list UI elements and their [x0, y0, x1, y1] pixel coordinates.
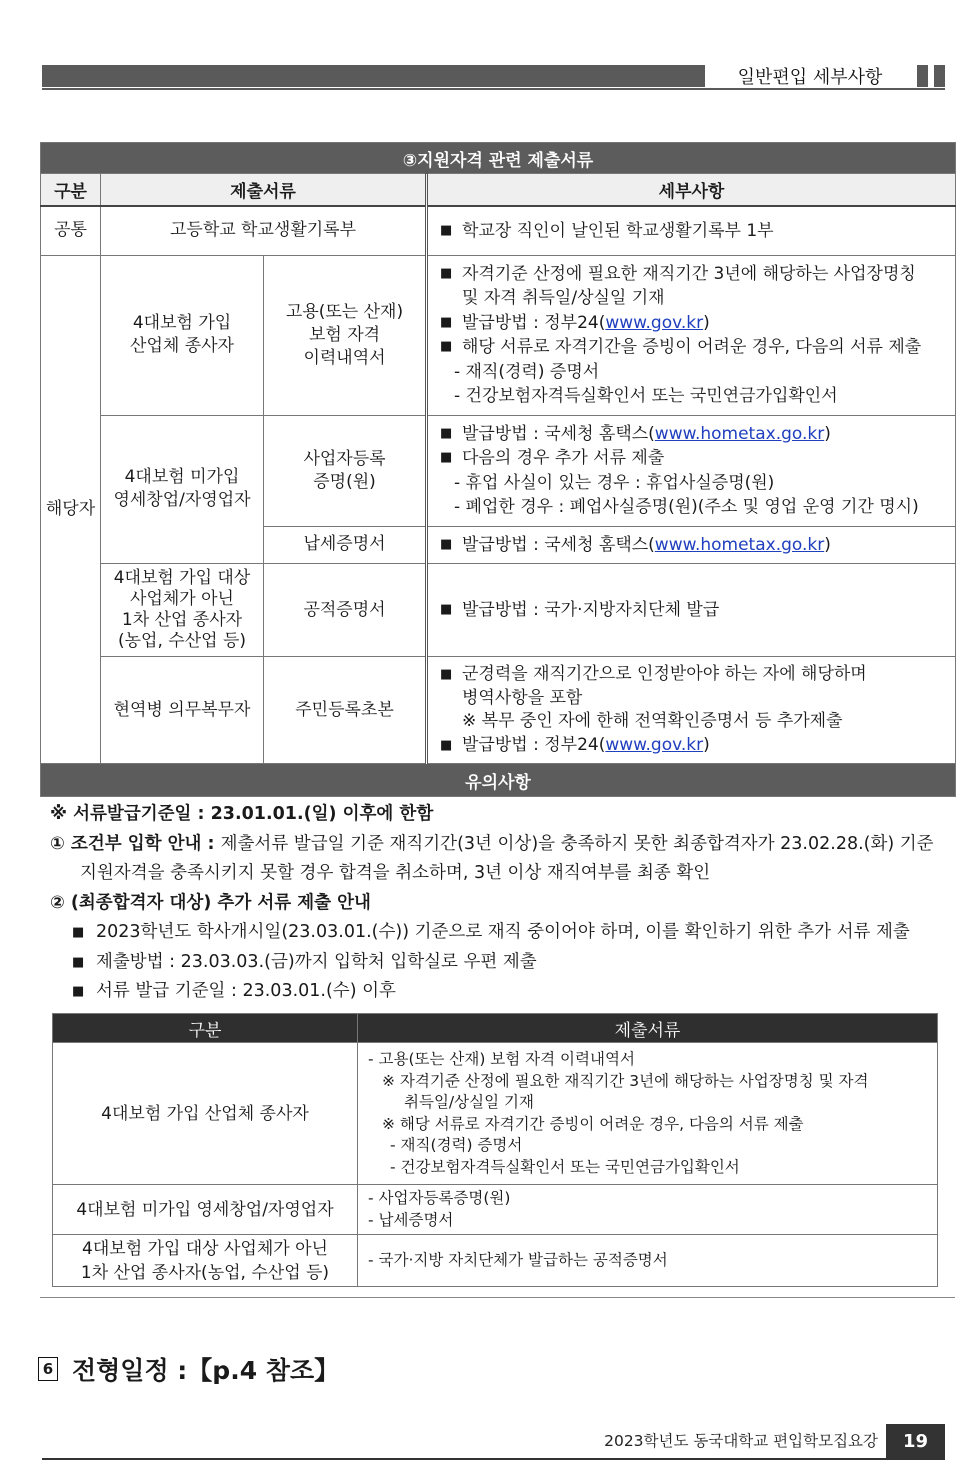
header-bar [42, 65, 705, 87]
footer-title: 2023학년도 동국대학교 편입학모집요강 [604, 1432, 878, 1450]
col-header-details: 세부사항 [427, 174, 956, 207]
type-insured-worker: 4대보험 가입 산업체 종사자 [101, 255, 264, 415]
doc-insurance-history: 고용(또는 산재) 보험 자격 이력내역서 [264, 255, 427, 415]
doc-resident-abstract: 주민등록초본 [264, 657, 427, 764]
documents-table [40, 142, 956, 797]
gov-link[interactable]: www.gov.kr [605, 734, 704, 755]
footer-rule [42, 1458, 945, 1460]
sub-col-header-documents: 제출서류 [358, 1014, 938, 1043]
page-number: 19 [886, 1424, 945, 1458]
bullet-icon: ■ [440, 667, 453, 682]
bullet-icon: ■ [72, 925, 85, 940]
bullet-icon: ■ [440, 222, 453, 238]
notes-conditional-admission: ① 조건부 입학 안내 : 제출서류 발급일 기준 재직기간(3년 이상)을 충족하지 못한 최종합격자가 23.02.28.(화) 기준 [50, 833, 934, 854]
detail-common: ■ 학교장 직인이 날인된 학교생활기록부 1부 [427, 206, 956, 255]
type-uninsured-selfemployed: 4대보험 미가입 영세창업/자영업자 [101, 415, 264, 564]
doc-business-registration: 사업자등록 증명(원) [264, 415, 427, 526]
notes-additional-docs: ② (최종합격자 대상) 추가 서류 제출 안내 [50, 892, 371, 913]
sub-col-header-category: 구분 [53, 1014, 358, 1043]
sub-type-insured-worker: 4대보험 가입 산업체 종사자 [53, 1043, 358, 1185]
section-title: 일반편입 세부사항 [737, 67, 883, 88]
bullet-icon: ■ [440, 737, 453, 753]
type-primary-industry: 4대보험 가입 대상 사업체가 아닌 1차 산업 종사자 (농업, 수산업 등) [101, 564, 264, 657]
sub-docs-uninsured-selfemployed: - 사업자등록증명(원) - 납세증명서 [358, 1185, 938, 1235]
header-rule [42, 88, 945, 90]
sub-type-primary-industry: 4대보험 가입 대상 사업체가 아닌 1차 산업 종사자(농업, 수산업 등) [53, 1235, 358, 1287]
bullet-icon: ■ [72, 954, 85, 970]
section-divider [40, 1297, 955, 1298]
notes-section [50, 800, 955, 1007]
list-item: ■ 제출방법 : 23.03.03.(금)까지 입학처 입학실로 우편 제출 [50, 948, 955, 978]
col-header-documents: 제출서류 [101, 174, 427, 207]
hometax-link[interactable]: www.hometax.go.kr [654, 534, 825, 555]
bullet-icon: ■ [440, 601, 453, 617]
gov-link[interactable]: www.gov.kr [605, 312, 704, 333]
detail-insured-worker: ■ 자격기준 산정에 필요한 재직기간 3년에 해당하는 사업장명칭 및 자격 취득일/상실일 기재 ■ 발급방법 : 정부24(www.gov.kr) ■ 해당 서류로 자격기간을 증빙이 어려운 경우, 다음의 서류 제출 - 재직(경력) 증명서 - 건강보험자격득실확인서 또는 국민연금가입확인서 [427, 255, 956, 415]
document-common: 고등학교 학교생활기록부 [101, 206, 427, 255]
hometax-link[interactable]: www.hometax.go.kr [654, 423, 825, 444]
detail-uninsured-selfemployed: ■ 발급방법 : 국세청 홈택스(www.hometax.go.kr) ■ 다음의 경우 추가 서류 제출 - 휴업 사실이 있는 경우 : 휴업사실증명(원) - 폐업한 경우 : 폐업사실증명(원)(주소 및 영업 운영 기간 명시) [427, 415, 956, 526]
bullet-icon: ■ [440, 265, 453, 281]
notes-conditional-admission-cont: 지원자격을 충족시키지 못할 경우 합격을 취소하며, 3년 이상 재직여부를 최종 확인 [80, 863, 711, 883]
list-item: ■ 2023학년도 학사개시일(23.03.01.(수)) 기준으로 재직 중이어야 하며, 이를 확인하기 위한 추가 서류 제출 [50, 918, 955, 948]
bullet-icon: ■ [440, 536, 453, 552]
detail-tax-certificate: ■ 발급방법 : 국세청 홈택스(www.hometax.go.kr) [427, 526, 956, 564]
doc-tax-certificate: 납세증명서 [264, 526, 427, 564]
header-marker [917, 65, 928, 87]
type-active-soldier: 현역병 의무복무자 [101, 657, 264, 764]
section-number-badge: 6 [38, 1357, 58, 1381]
schedule-heading [38, 1351, 339, 1387]
sub-docs-insured-worker: - 고용(또는 산재) 보험 자격 이력내역서 ※ 자격기준 산정에 필요한 재직기간 3년에 해당하는 사업장명칭 및 자격 취득일/상실일 기재 ※ 해당 서류로 자격기간 증빙이 어려운 경우, 다음의 서류 제출 - 재직(경력) 증명서 - 건강보험자격득실확인서 또는 국민연금가입확인서 [358, 1043, 938, 1185]
doc-public-certificate: 공적증명서 [264, 564, 427, 657]
bullet-icon: ■ [440, 425, 453, 441]
detail-primary-industry: ■ 발급방법 : 국가·지방자치단체 발급 [427, 564, 956, 657]
list-item: ■ 서류 발급 기준일 : 23.03.01.(수) 이후 [50, 977, 955, 1007]
col-header-category: 구분 [41, 174, 101, 207]
sub-docs-primary-industry: - 국가·지방 자치단체가 발급하는 공적증명서 [358, 1235, 938, 1287]
detail-active-soldier: ■ 군경력을 재직기간으로 인정받아야 하는 자에 해당하며 병역사항을 포함 ※ 복무 중인 자에 한해 전역확인증명서 등 추가제출 ■ 발급방법 : 정부24(www.gov.kr) [427, 657, 956, 764]
additional-documents-table [52, 1013, 938, 1287]
notes-issue-date: ※ 서류발급기준일 : 23.01.01.(일) 이후에 한함 [50, 804, 434, 824]
notes-title: 유의사항 [41, 764, 956, 797]
category-common: 공통 [41, 206, 101, 255]
table-title: ③지원자격 관련 제출서류 [41, 143, 956, 174]
bullet-icon: ■ [440, 314, 453, 330]
category-applicable: 해당자 [41, 255, 101, 764]
schedule-text: 전형일정 :【p.4 참조】 [72, 1356, 340, 1385]
sub-type-uninsured-selfemployed: 4대보험 미가입 영세창업/자영업자 [53, 1185, 358, 1235]
bullet-icon: ■ [440, 339, 453, 354]
bullet-icon: ■ [72, 984, 85, 999]
header-marker [934, 65, 945, 87]
bullet-icon: ■ [440, 450, 453, 465]
